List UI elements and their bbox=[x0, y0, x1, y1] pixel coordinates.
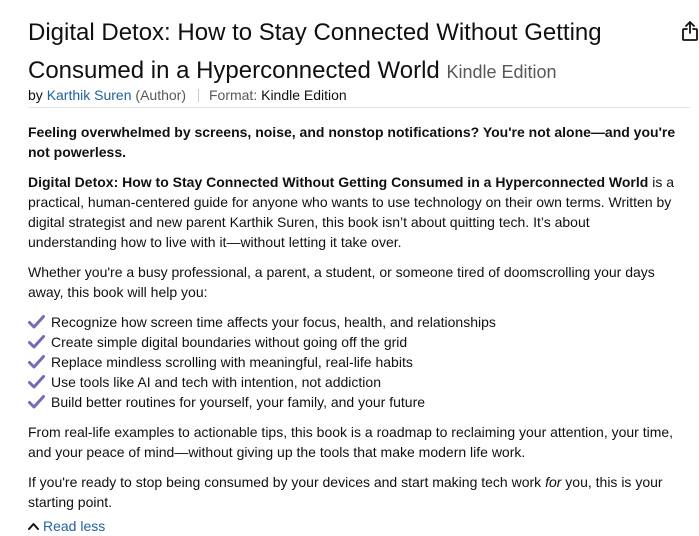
benefits-list bbox=[28, 312, 678, 412]
benefit-item bbox=[28, 392, 678, 412]
chevron-up-icon bbox=[28, 522, 39, 530]
product-title bbox=[28, 14, 648, 91]
check-icon bbox=[28, 355, 45, 369]
byline-prefix: by bbox=[28, 87, 43, 103]
description-intro bbox=[28, 172, 678, 252]
intro-bold-title: Digital Detox: How to Stay Connected Without Getting Consumed in a Hyperconnected World bbox=[28, 174, 649, 190]
benefit-item bbox=[28, 352, 678, 372]
description-audience: Whether you're a busy professional, a parent, a student, or someone tired of doomscrolling your days away, this book will help you: bbox=[28, 264, 655, 300]
share-button[interactable] bbox=[673, 14, 699, 48]
title-text: Digital Detox: How to Stay Connected Without Getting Consumed in a Hyperconnected World bbox=[28, 19, 602, 84]
benefit-text: Recognize how screen time affects your focus, health, and relationships bbox=[51, 314, 496, 330]
read-less-button[interactable] bbox=[28, 516, 118, 536]
benefit-item bbox=[28, 312, 678, 332]
benefit-text: Build better routines for yourself, your family, and your future bbox=[51, 394, 426, 410]
benefit-text: Replace mindless scrolling with meaningful, real-life habits bbox=[51, 354, 413, 370]
check-icon bbox=[28, 375, 45, 389]
author-link[interactable]: Karthik Suren bbox=[46, 87, 132, 103]
closing-text-start: If you're ready to stop being consumed by your devices and start making tech work bbox=[28, 474, 546, 490]
header-divider bbox=[28, 107, 690, 108]
closing-emphasis: for bbox=[545, 474, 562, 490]
benefit-text: Use tools like AI and tech with intention, not addiction bbox=[51, 374, 381, 390]
byline bbox=[28, 86, 347, 104]
intro-text: is a practical, human-centered guide for anyone who wants to use technology on their own terms. Written by digital strategist and new parent Karthik Suren, this book isn’t about quitting tech. It’s about understanding how to live with it—without letting it take over. bbox=[28, 174, 674, 250]
edition-label: Kindle Edition bbox=[446, 62, 557, 82]
book-description bbox=[28, 122, 678, 536]
description-lead: Feeling overwhelmed by screens, noise, and nonstop notifications? You're not alone—and you're not powerless. bbox=[28, 124, 676, 160]
benefit-item bbox=[28, 332, 678, 352]
description-roadmap: From real-life examples to actionable tips, this book is a roadmap to reclaiming your attention, your time, and your peace of mind—without giving up the tools that make modern life work. bbox=[28, 424, 674, 460]
check-icon bbox=[28, 315, 45, 329]
description-closing bbox=[28, 472, 678, 512]
benefit-text: Create simple digital boundaries without going off the grid bbox=[51, 334, 408, 350]
format-value: Kindle Edition bbox=[261, 87, 347, 103]
read-less-label: Read less bbox=[43, 518, 106, 534]
author-role: (Author) bbox=[135, 87, 186, 103]
format-label: Format: bbox=[208, 87, 258, 103]
check-icon bbox=[28, 395, 45, 409]
closing-text-end: you, this is your starting point. bbox=[28, 474, 663, 510]
share-icon bbox=[681, 21, 699, 41]
check-icon bbox=[28, 335, 45, 349]
benefit-item bbox=[28, 372, 678, 392]
byline-separator bbox=[198, 89, 199, 102]
